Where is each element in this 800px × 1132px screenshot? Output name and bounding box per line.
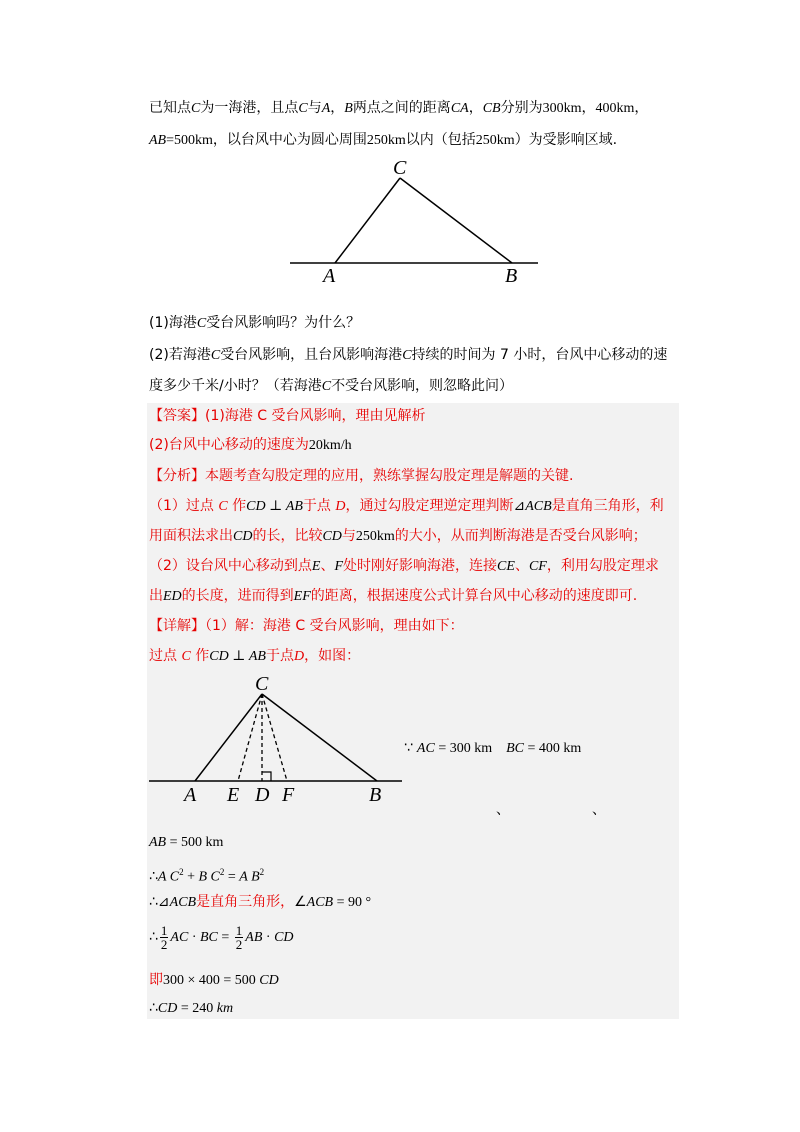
- side-ca: [335, 178, 400, 263]
- fraction-half: [160, 924, 169, 951]
- detail-text: 是直角三角形，: [196, 894, 295, 910]
- analysis-s1-line-1: [149, 496, 664, 517]
- intro-text: 已知点: [149, 100, 191, 116]
- var-ab: AB: [149, 133, 167, 148]
- value: 400: [595, 101, 617, 116]
- var-c: C: [196, 316, 207, 331]
- intro-text: ，: [468, 100, 483, 116]
- var-c: C: [298, 101, 308, 116]
- var-c: C: [210, 348, 221, 363]
- side-cb: [262, 694, 377, 781]
- triangle-figure-2: [147, 670, 407, 810]
- answer-tag: 【答案】: [149, 408, 205, 424]
- value: = 300: [434, 741, 475, 756]
- var-cd: CD: [246, 499, 266, 514]
- label-e: E: [227, 784, 240, 806]
- var-bc: BC: [199, 930, 218, 945]
- question-text: 不受台风影响，则忽略此问）: [331, 378, 514, 394]
- analysis-s2-line-2: [149, 586, 637, 607]
- segment-cf: [262, 694, 287, 781]
- equals: =: [217, 930, 233, 945]
- area-equation: [149, 922, 294, 953]
- var-ca: CA: [450, 101, 469, 116]
- detail-text: 作: [190, 648, 210, 664]
- analysis-tag: 【分析】: [149, 468, 205, 484]
- analysis-text: 与: [341, 528, 356, 544]
- intro-text: 为一海港，且点: [200, 100, 299, 116]
- question-2-line-2: [149, 376, 513, 397]
- therefore-symbol: ∴: [149, 1000, 158, 1016]
- plus: +: [183, 869, 199, 885]
- intro-text: 与: [307, 100, 322, 116]
- analysis-text: 作: [227, 498, 247, 514]
- detail-text: （1）解：海港 C 受台风影响，理由如下：: [205, 618, 464, 634]
- exponent: 2: [179, 867, 184, 877]
- because-symbol: ∵: [404, 740, 413, 756]
- label-b: B: [369, 784, 382, 806]
- analysis-text: （1）过点: [149, 498, 219, 514]
- var-ab: AB: [285, 499, 303, 514]
- analysis-text: 处时刚好影响海港，连接: [343, 558, 498, 574]
- var-d: D: [293, 649, 305, 664]
- intro-text: 以内（包括: [405, 132, 476, 148]
- var-cf: CF: [528, 559, 547, 574]
- var-ce: CE: [497, 559, 515, 574]
- value: = 240: [177, 1001, 217, 1016]
- var-acb: ACB: [306, 895, 334, 910]
- question-1: [149, 313, 360, 334]
- var-cd: CD: [157, 1001, 178, 1016]
- analysis-text: 的大小，从而判断海港是否受台风影响；: [394, 528, 647, 544]
- analysis-head: [149, 466, 573, 486]
- dot: ·: [262, 930, 275, 945]
- angle-symbol: ∠: [294, 894, 307, 910]
- pythagorean-check: [149, 862, 264, 888]
- question-2-line-1: [149, 345, 667, 366]
- analysis-text: 是直角三角形，利: [551, 498, 664, 514]
- intro-text: ）为受影响区域.: [514, 132, 618, 148]
- var-c: C: [191, 101, 201, 116]
- var-ac: AC: [416, 741, 435, 756]
- unit: km: [496, 133, 515, 148]
- triangle-symbol: ⊿: [157, 894, 170, 910]
- question-number: (2): [149, 347, 169, 363]
- var-ef: EF: [293, 589, 311, 604]
- value: = 500: [166, 835, 206, 850]
- perp-symbol: ⊥: [228, 649, 249, 664]
- analysis-text: 本题考查勾股定理的应用，熟练掌握勾股定理是解题的关键.: [205, 468, 574, 484]
- analysis-text: 的长，比较: [252, 528, 323, 544]
- analysis-text: 、: [514, 558, 529, 574]
- value: 250: [475, 133, 497, 148]
- analysis-text: 的距离，根据速度公式计算台风中心移动的速度即可.: [310, 588, 638, 604]
- var-c: C: [402, 348, 412, 363]
- result-line: [149, 998, 233, 1019]
- unit: km: [376, 529, 395, 544]
- var-ac: A C: [157, 869, 180, 885]
- detail-tag: 【详解】: [149, 618, 205, 634]
- therefore-symbol: ∴: [149, 894, 158, 910]
- var-ab: A B: [239, 869, 260, 885]
- value: 250: [355, 529, 377, 544]
- detail-text: 于点: [265, 648, 294, 664]
- var-bc: BC: [506, 741, 524, 756]
- intro-text: ，: [581, 100, 596, 116]
- analysis-text: 的长度，进而得到: [181, 588, 294, 604]
- var-acb: ACB: [169, 895, 197, 910]
- detail-construct: [149, 646, 360, 667]
- value: 250: [366, 133, 388, 148]
- triangle-symbol: ⊿: [513, 498, 526, 514]
- var-c: C: [181, 649, 191, 664]
- enumeration-comma-2: 、: [592, 802, 606, 818]
- unit: km: [616, 101, 635, 116]
- var-b: B: [344, 101, 353, 116]
- expression: 300 × 400 = 500: [163, 973, 260, 988]
- unit: km: [563, 741, 582, 756]
- answer-text: (2)台风中心移动的速度为: [149, 437, 309, 453]
- denominator: 2: [160, 936, 168, 952]
- exponent: 2: [259, 867, 265, 877]
- intro-text: ，: [634, 100, 649, 116]
- question-number: (1): [149, 315, 169, 331]
- question-text: 海港: [168, 315, 197, 331]
- value: 20: [308, 438, 323, 453]
- analysis-text: 出: [149, 588, 163, 604]
- analysis-text: 用面积法求出: [149, 528, 233, 544]
- answer-text: (1)海港 C 受台风影响，理由见解析: [205, 408, 426, 424]
- var-acb: ACB: [525, 499, 552, 514]
- var-bc: B C: [198, 869, 220, 885]
- analysis-text: ，利用勾股定理求: [546, 558, 659, 574]
- unit: km: [474, 741, 493, 756]
- analysis-s2-line-1: [149, 556, 659, 577]
- var-cb: CB: [482, 101, 501, 116]
- var-ed: ED: [163, 589, 182, 604]
- side-cb: [400, 178, 512, 263]
- analysis-s1-line-2: [149, 526, 647, 547]
- equals: =: [166, 133, 175, 148]
- var-e: E: [311, 559, 321, 574]
- question-text: 度多少千米/小时？（若海港: [149, 378, 322, 394]
- var-ab: AB: [245, 930, 263, 945]
- perp-symbol: ⊥: [265, 499, 286, 514]
- var-cd: CD: [322, 529, 342, 544]
- question-text: 若海港: [168, 347, 211, 363]
- var-cd: CD: [233, 529, 253, 544]
- var-cd: CD: [259, 973, 279, 988]
- triangle-figure-1: [280, 150, 550, 290]
- calc-line: [149, 970, 279, 991]
- value: 300: [542, 101, 564, 116]
- denominator: 2: [235, 936, 243, 952]
- therefore-symbol: ∴: [149, 868, 158, 885]
- therefore-symbol: ∴: [149, 929, 158, 945]
- unit: km: [216, 1001, 234, 1016]
- dot: ·: [188, 930, 200, 945]
- intro-text: 分别为: [500, 100, 543, 116]
- label-a: A: [323, 265, 336, 287]
- var-f: F: [334, 559, 344, 574]
- intro-text: 两点之间的距离: [352, 100, 451, 116]
- label-d: D: [255, 784, 270, 806]
- unit: km: [387, 133, 406, 148]
- numerator: 1: [235, 922, 243, 938]
- enumeration-comma-1: 、: [496, 802, 510, 818]
- detail-text: 过点: [149, 648, 182, 664]
- right-angle-mark: [262, 772, 271, 781]
- detail-text: ，如图：: [304, 648, 361, 664]
- label-c: C: [393, 157, 407, 179]
- question-text: 受台风影响，且台风影响海港: [220, 347, 403, 363]
- intro-text: ，以台风中心为圆心周围: [212, 132, 367, 148]
- var-cd: CD: [209, 649, 229, 664]
- analysis-text: ，通过勾股定理逆定理判断: [345, 498, 514, 514]
- label-b: B: [505, 265, 518, 287]
- question-text: 持续的时间为 7 小时，台风中心移动的速: [411, 347, 668, 363]
- var-ab: AB: [149, 835, 167, 850]
- var-d: D: [335, 499, 346, 514]
- right-triangle-conclusion: [149, 892, 371, 913]
- value: = 90 °: [333, 895, 372, 910]
- answer-line-2: [149, 435, 352, 456]
- var-c: C: [218, 499, 228, 514]
- segment-ce: [238, 694, 262, 781]
- intro-line-1: [149, 98, 648, 119]
- answer-line-1: [149, 406, 426, 426]
- var-c: C: [321, 379, 332, 394]
- var-a: A: [321, 101, 331, 116]
- exponent: 2: [219, 867, 225, 877]
- unit: km/h: [322, 438, 352, 453]
- fraction-half: [235, 924, 244, 951]
- detail-head: [149, 616, 464, 636]
- equals: =: [224, 869, 240, 885]
- analysis-text: 、: [320, 558, 335, 574]
- label-f: F: [282, 784, 295, 806]
- analysis-text: 于点: [302, 498, 336, 514]
- var-cd: CD: [274, 930, 294, 945]
- value: 500: [174, 133, 196, 148]
- given-values: [404, 738, 581, 759]
- unit: km: [195, 133, 213, 148]
- var-ac: AC: [170, 930, 189, 945]
- intro-text: ，: [330, 100, 345, 116]
- label-a: A: [184, 784, 197, 806]
- var-ab: AB: [248, 649, 266, 664]
- numerator: 1: [160, 922, 168, 938]
- value: = 400: [524, 741, 564, 756]
- unit: km: [563, 101, 582, 116]
- analysis-text: （2）设台风中心移动到点: [149, 558, 312, 574]
- detail-text: 即: [149, 972, 163, 988]
- intro-line-2: [149, 130, 617, 151]
- question-text: 受台风影响吗？为什么？: [206, 315, 361, 331]
- ab-value: [149, 832, 223, 853]
- unit: km: [205, 835, 224, 850]
- label-c: C: [255, 673, 269, 695]
- side-ca: [195, 694, 262, 781]
